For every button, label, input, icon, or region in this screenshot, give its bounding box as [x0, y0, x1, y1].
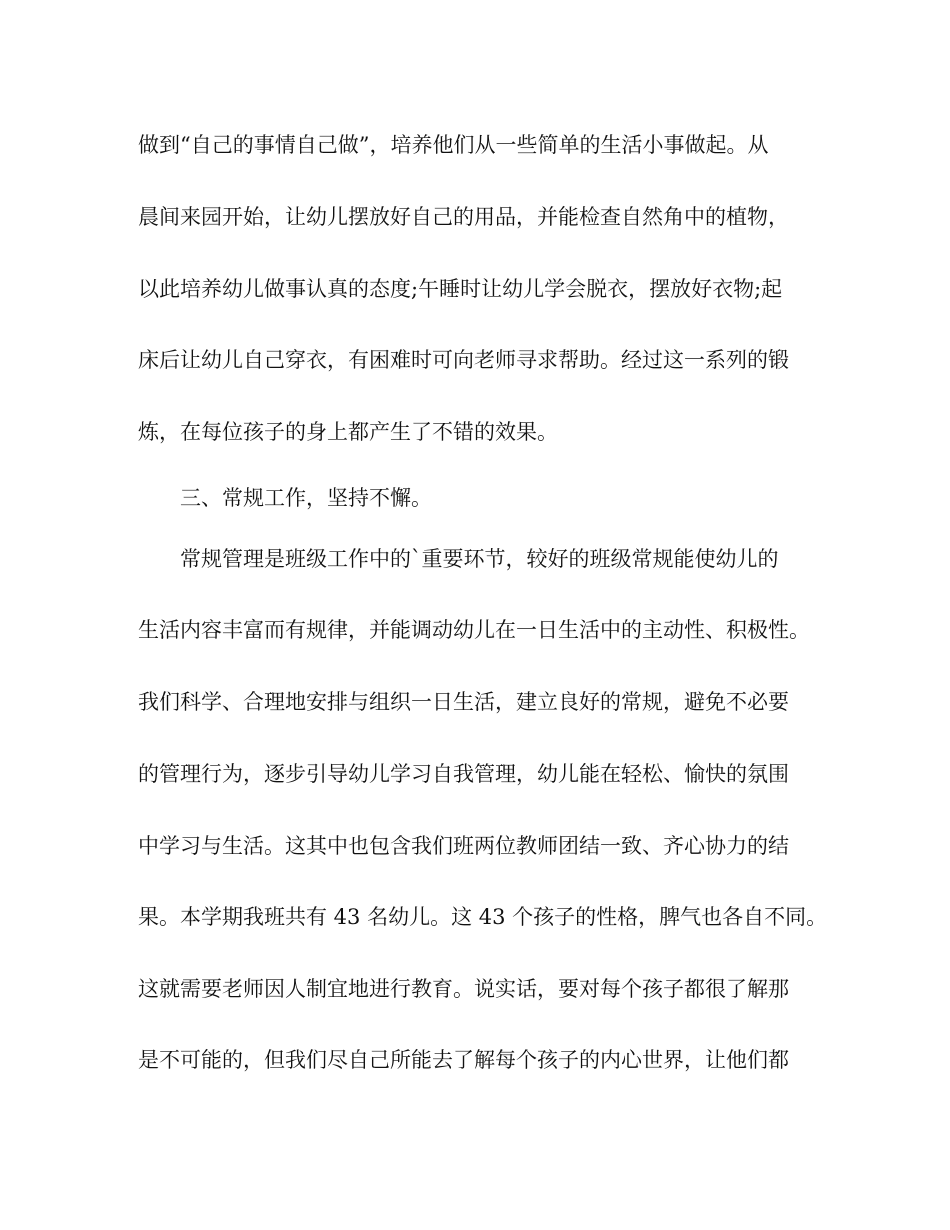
paragraph-line: 做到“自己的事情自己做”，培养他们从一些简单的生活小事做起。从 [138, 133, 769, 157]
paragraph-line: 生活内容丰富而有规律，并能调动幼儿在一日生活中的主动性、积极性。 [138, 618, 810, 642]
paragraph-line: 的管理行为，逐步引导幼儿学习自我管理，幼儿能在轻松、愉快的氛围 [138, 762, 789, 786]
paragraph-line: 这就需要老师因人制宜地进行教育。说实话，要对每个孩子都很了解那 [138, 977, 789, 1001]
paragraph-line: 是不可能的，但我们尽自己所能去了解每个孩子的内心世界，让他们都 [138, 1048, 789, 1072]
paragraph-line: 常规管理是班级工作中的`重要环节，较好的班级常规能使幼儿的 [180, 547, 779, 571]
paragraph-line: 果。本学期我班共有 43 名幼儿。这 43 个孩子的性格，脾气也各自不同。 [138, 905, 828, 929]
paragraph-line: 晨间来园开始，让幼儿摆放好自己的用品，并能检查自然角中的植物， [138, 205, 789, 229]
paragraph-line: 我们科学、合理地安排与组织一日生活，建立良好的常规，避免不必要 [138, 690, 789, 714]
paragraph-line: 以此培养幼儿做事认真的态度;午睡时让幼儿学会脱衣，摆放好衣物;起 [138, 277, 783, 301]
paragraph-line: 炼，在每位孩子的身上都产生了不错的效果。 [138, 420, 558, 444]
paragraph-line: 床后让幼儿自己穿衣，有困难时可向老师寻求帮助。经过这一系列的锻 [138, 348, 789, 372]
section-heading: 三、常规工作，坚持不懈。 [180, 486, 432, 510]
paragraph-line: 中学习与生活。这其中也包含我们班两位教师团结一致、齐心协力的结 [138, 834, 789, 858]
